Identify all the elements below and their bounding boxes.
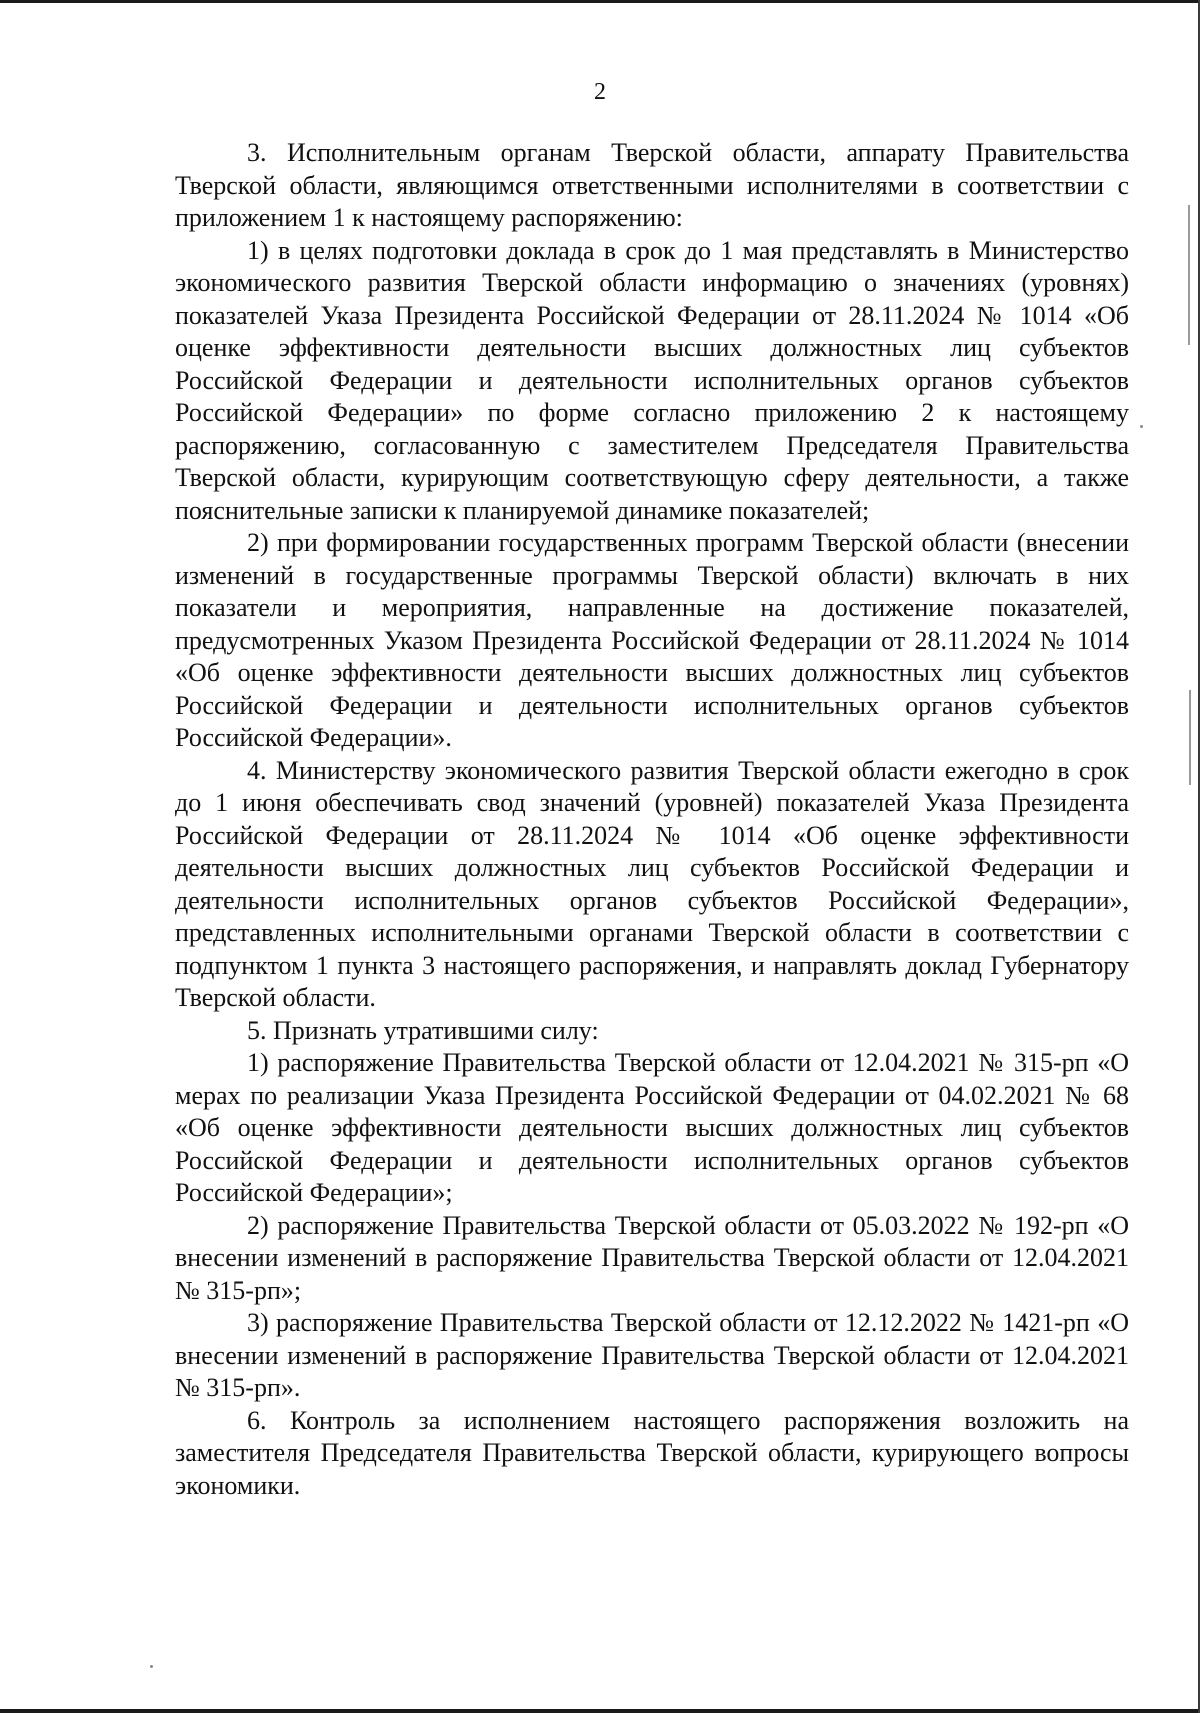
paragraph-subitem-3-1: 1) в целях подготовки доклада в срок до 1 мая представлять в Министерство экономического развития Тверской области информацию о значениях (уровнях) показателей Указа Президента Российской Федерации от 28.11.2024 № 1014 «Об оценке эффективности деятельности высших должностных лиц субъектов Российской Федерации и деятельности исполнительных органов субъектов Российской Федерации» по форме согласно приложению 2 к настоящему распоряжению, согласованную с заместителем Председателя Правительства Тверской области, курирующим соответствующую сферу деятельности, а также пояснительные записки к планируемой динамике показателей;: [175, 235, 1129, 525]
page-number: 2: [594, 79, 606, 105]
paragraph-item-4: 4. Министерству экономического развития Тверской области ежегодно в срок до 1 июня обеспечивать свод значений (уровней) показателей Указа Президента Российской Федерации от 28.11.2024 № 1014 «Об оценке эффективности деятельности высших должностных лиц субъектов Российской Федерации и деятельности исполнительных органов субъектов Российской Федерации», представленных исполнительными органами Тверской области в соответствии с подпунктом 1 пункта 3 настоящего распоряжения, и направлять доклад Губернатору Тверской области.: [175, 755, 1129, 1012]
scan-artifact-line: [1189, 690, 1191, 785]
scan-edge-bottom: [0, 1709, 1200, 1713]
paragraph-subitem-3-2: 2) при формировании государственных программ Тверской области (внесении изменений в государственные программы Тверской области) включать в них показатели и мероприятия, направленные на достижение показателей, предусмотренных Указом Президента Российской Федерации от 28.11.2024 № 1014 «Об оценке эффективности деятельности высших должностных лиц субъектов Российской Федерации и деятельности исполнительных органов субъектов Российской Федерации».: [175, 528, 1129, 752]
scan-artifact-dot: [150, 1665, 153, 1668]
paragraph-item-3: 3. Исполнительным органам Тверской области, аппарату Правительства Тверской области, являющимся ответственными исполнителями в соответствии с приложением 1 к настоящему распоряжению:: [175, 138, 1129, 232]
paragraph-subitem-5-2: 2) распоряжение Правительства Тверской области от 05.03.2022 № 192-рп «О внесении изменений в распоряжение Правительства Тверской области от 12.04.2021 № 315-рп»;: [175, 1210, 1129, 1305]
scan-artifact-dot: [1140, 425, 1143, 428]
document-body: [175, 137, 1129, 1502]
paragraph-subitem-5-3: 3) распоряжение Правительства Тверской области от 12.12.2022 № 1421-рп «О внесении изменений в распоряжение Правительства Тверской области от 12.04.2021 № 315-рп».: [175, 1308, 1129, 1402]
paragraph-subitem-5-1: 1) распоряжение Правительства Тверской области от 12.04.2021 № 315-рп «О мерах по реализации Указа Президента Российской Федерации от 04.02.2021 № 68 «Об оценке эффективности деятельности высших должностных лиц субъектов Российской Федерации и деятельности исполнительных органов субъектов Российской Федерации»;: [175, 1048, 1129, 1207]
scan-edge-top: [0, 0, 1200, 3]
scan-artifact-line: [1188, 205, 1190, 345]
paragraph-item-6: 6. Контроль за исполнением настоящего распоряжения возложить на заместителя Председателя Правительства Тверской области, курирующего вопросы экономики.: [175, 1405, 1129, 1500]
paragraph-item-5: 5. Признать утратившими силу:: [247, 1015, 599, 1045]
